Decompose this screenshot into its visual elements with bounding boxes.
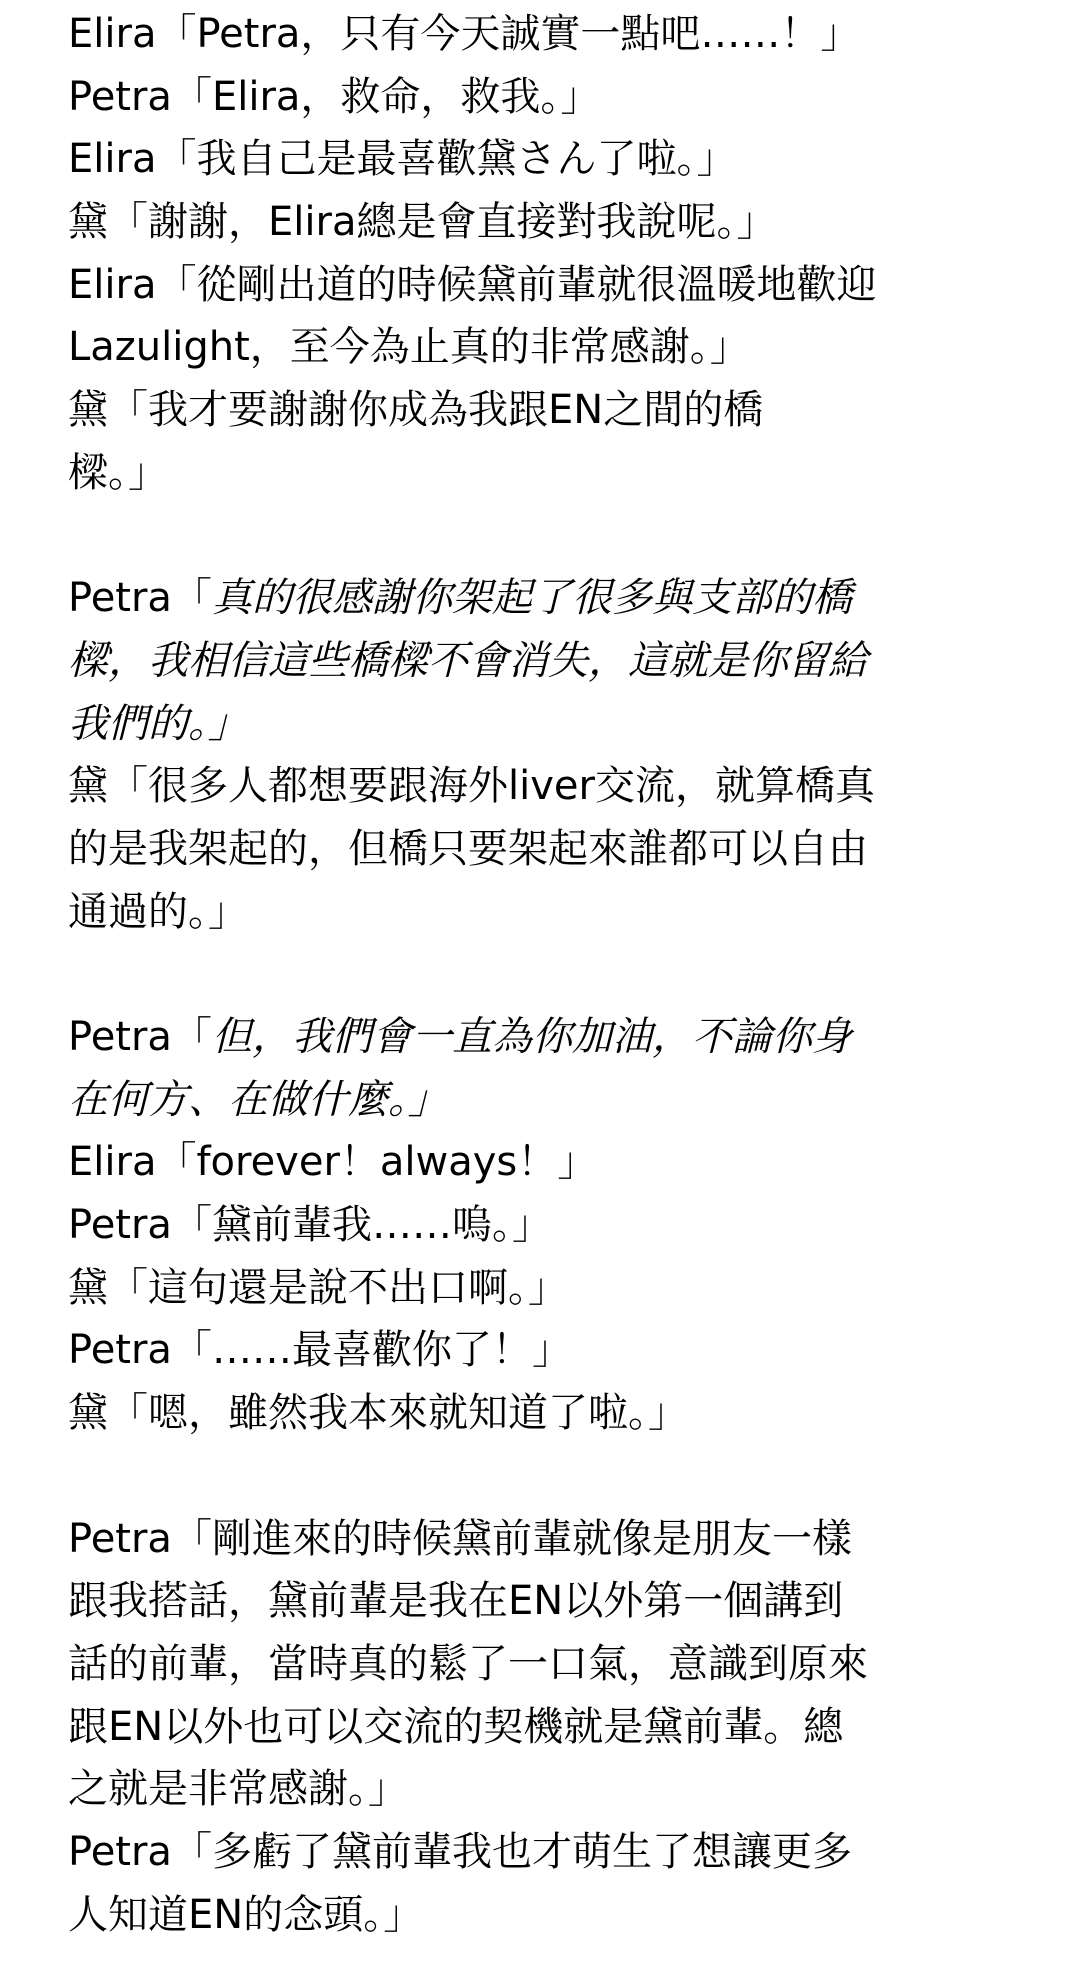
speaker-prefix: Petra「 [68,1014,212,1060]
text-line: Petra「黛前輩我……嗚。」 [68,1202,552,1249]
text-line: 跟EN以外也可以交流的契機就是黛前輩。總 [68,1703,844,1750]
text-line: 通過的。」 [68,888,248,935]
dialogue-text-body [68,3,1028,1946]
text-line: 黛「很多人都想要跟海外liver交流，就算橋真 [68,763,875,810]
text-line: Elira「Petra，只有今天誠實一點吧……！」 [68,11,861,57]
text-line: 黛「我才要謝謝你成為我跟EN之間的橋 [68,387,764,434]
italic-speech: 但，我們會一直為你加油，不論你身 [211,1014,852,1060]
speaker-prefix: Petra「 [68,575,212,622]
text-line: 跟我搭話，黛前輩是我在EN以外第一個講到 [68,1578,844,1625]
text-line [68,1006,1028,1069]
text-line: 人知道EN的念頭。」 [68,1891,424,1938]
text-line: 黛「這句還是說不出口啊。」 [68,1264,568,1311]
text-line: 樑。」 [68,449,168,496]
italic-speech: 真的很感謝你架起了很多與支部的橋 [211,575,852,622]
text-line: 在何方、在做什麼。」 [68,1076,448,1123]
text-line: Petra「多虧了黛前輩我也才萌生了想讓更多 [68,1828,852,1875]
text-line: 的是我架起的，但橋只要架起來誰都可以自由 [68,825,868,872]
text-line: 話的前輩，當時真的鬆了一口氣，意識到原來 [68,1640,868,1687]
text-line: 黛「謝謝，Elira總是會直接對我說呢。」 [68,199,777,246]
text-line: 黛「嗯，雖然我本來就知道了啦。」 [68,1390,688,1437]
text-line: Elira「我自己是最喜歡黛さん了啦。」 [68,136,737,183]
paragraph-gap [68,1445,1028,1508]
paragraph-gap [68,505,1028,568]
text-line: Lazulight，至今為止真的非常感謝。」 [68,324,750,371]
text-line: 樑，我相信這些橋樑不會消失，這就是你留給 [68,637,868,684]
text-line: Elira「forever！always！」 [68,1139,598,1186]
text-line: Petra「剛進來的時候黛前輩就像是朋友一樣 [68,1515,852,1562]
text-line: Petra「……最喜歡你了！」 [68,1327,572,1374]
text-line [68,567,1028,630]
paragraph-gap [68,943,1028,1006]
text-line: 我們的。」 [68,700,248,747]
text-line: Elira「從剛出道的時候黛前輩就很溫暖地歡迎 [68,261,877,308]
text-line: 之就是非常感謝。」 [68,1766,408,1813]
text-line: Petra「Elira，救命，救我。」 [68,73,601,120]
